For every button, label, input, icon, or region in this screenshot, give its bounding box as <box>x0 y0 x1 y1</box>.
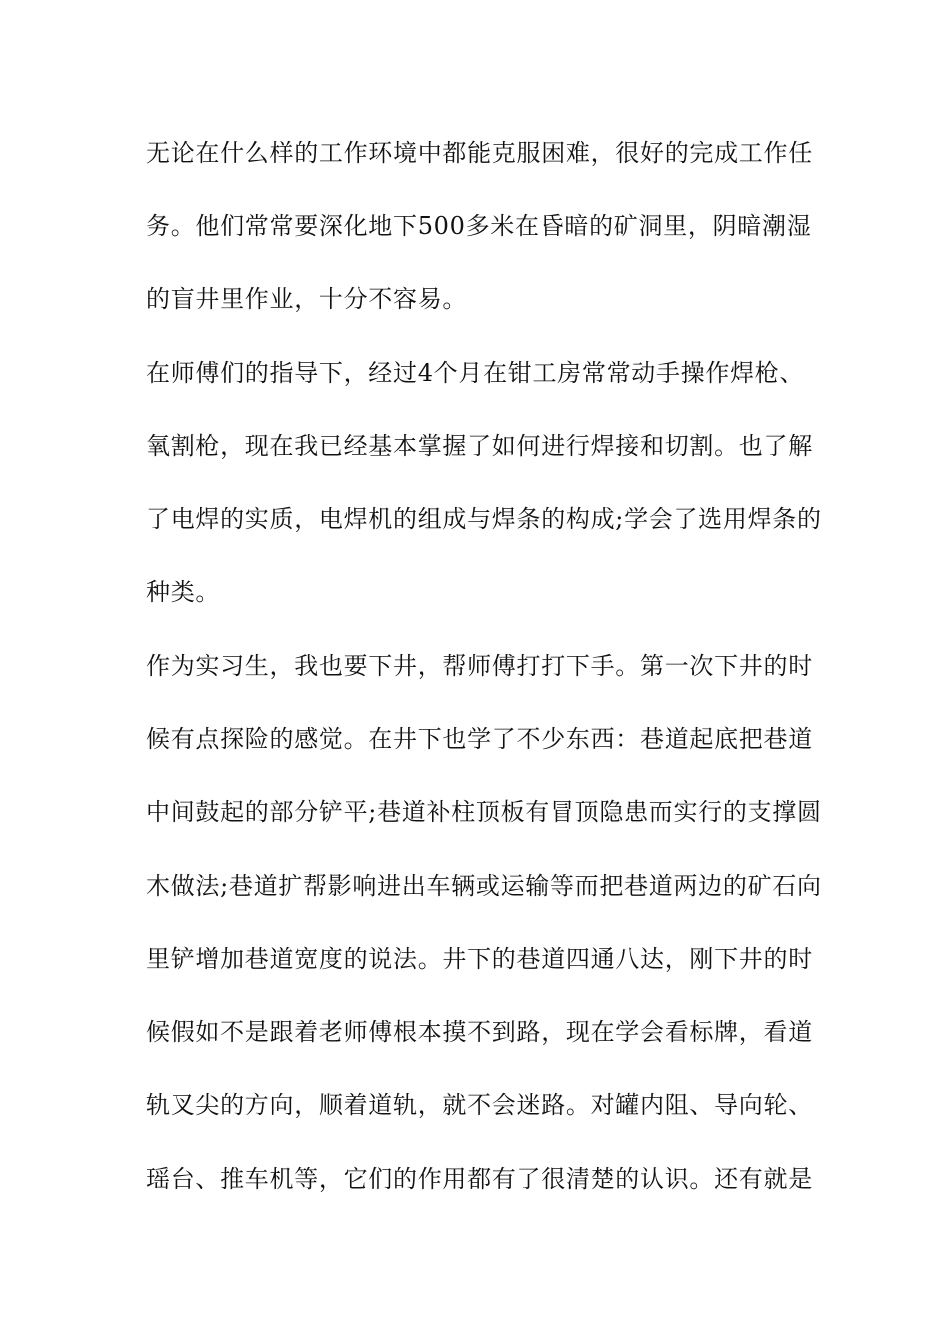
text-line-8: 作为实习生，我也要下井，帮师傅打打下手。第一次下井的时 <box>146 652 813 680</box>
text-line-15: 瑶台、推车机等，它们的作用都有了很清楚的认识。还有就是 <box>146 1165 813 1193</box>
text-line-2: 务。他们常常要深化地下500多米在昏暗的矿洞里，阴暗潮湿 <box>146 212 812 240</box>
text-line-13: 候假如不是跟着老师傅根本摸不到路，现在学会看标牌，看道 <box>146 1018 813 1046</box>
text-line-4: 在师傅们的指导下，经过4个月在钳工房常常动手操作焊枪、 <box>146 359 805 387</box>
text-line-7: 种类。 <box>146 578 221 606</box>
text-line-10: 中间鼓起的部分铲平;巷道补柱顶板有冒顶隐患而实行的支撑圆 <box>146 798 822 826</box>
text-line-5: 氧割枪，现在我已经基本掌握了如何进行焊接和切割。也了解 <box>146 432 813 460</box>
text-line-14: 轨叉尖的方向，顺着道轨，就不会迷路。对罐内阻、导向轮、 <box>146 1091 813 1119</box>
text-line-12: 里铲增加巷道宽度的说法。井下的巷道四通八达，刚下井的时 <box>146 945 813 973</box>
text-line-6: 了电焊的实质，电焊机的组成与焊条的构成;学会了选用焊条的 <box>146 505 822 533</box>
text-line-1: 无论在什么样的工作环境中都能克服困难，很好的完成工作任 <box>146 139 813 167</box>
text-line-11: 木做法;巷道扩帮影响进出车辆或运输等而把巷道两边的矿石向 <box>146 872 822 900</box>
text-line-9: 候有点探险的感觉。在井下也学了不少东西：巷道起底把巷道 <box>146 725 813 753</box>
text-line-3: 的盲井里作业，十分不容易。 <box>146 285 468 313</box>
